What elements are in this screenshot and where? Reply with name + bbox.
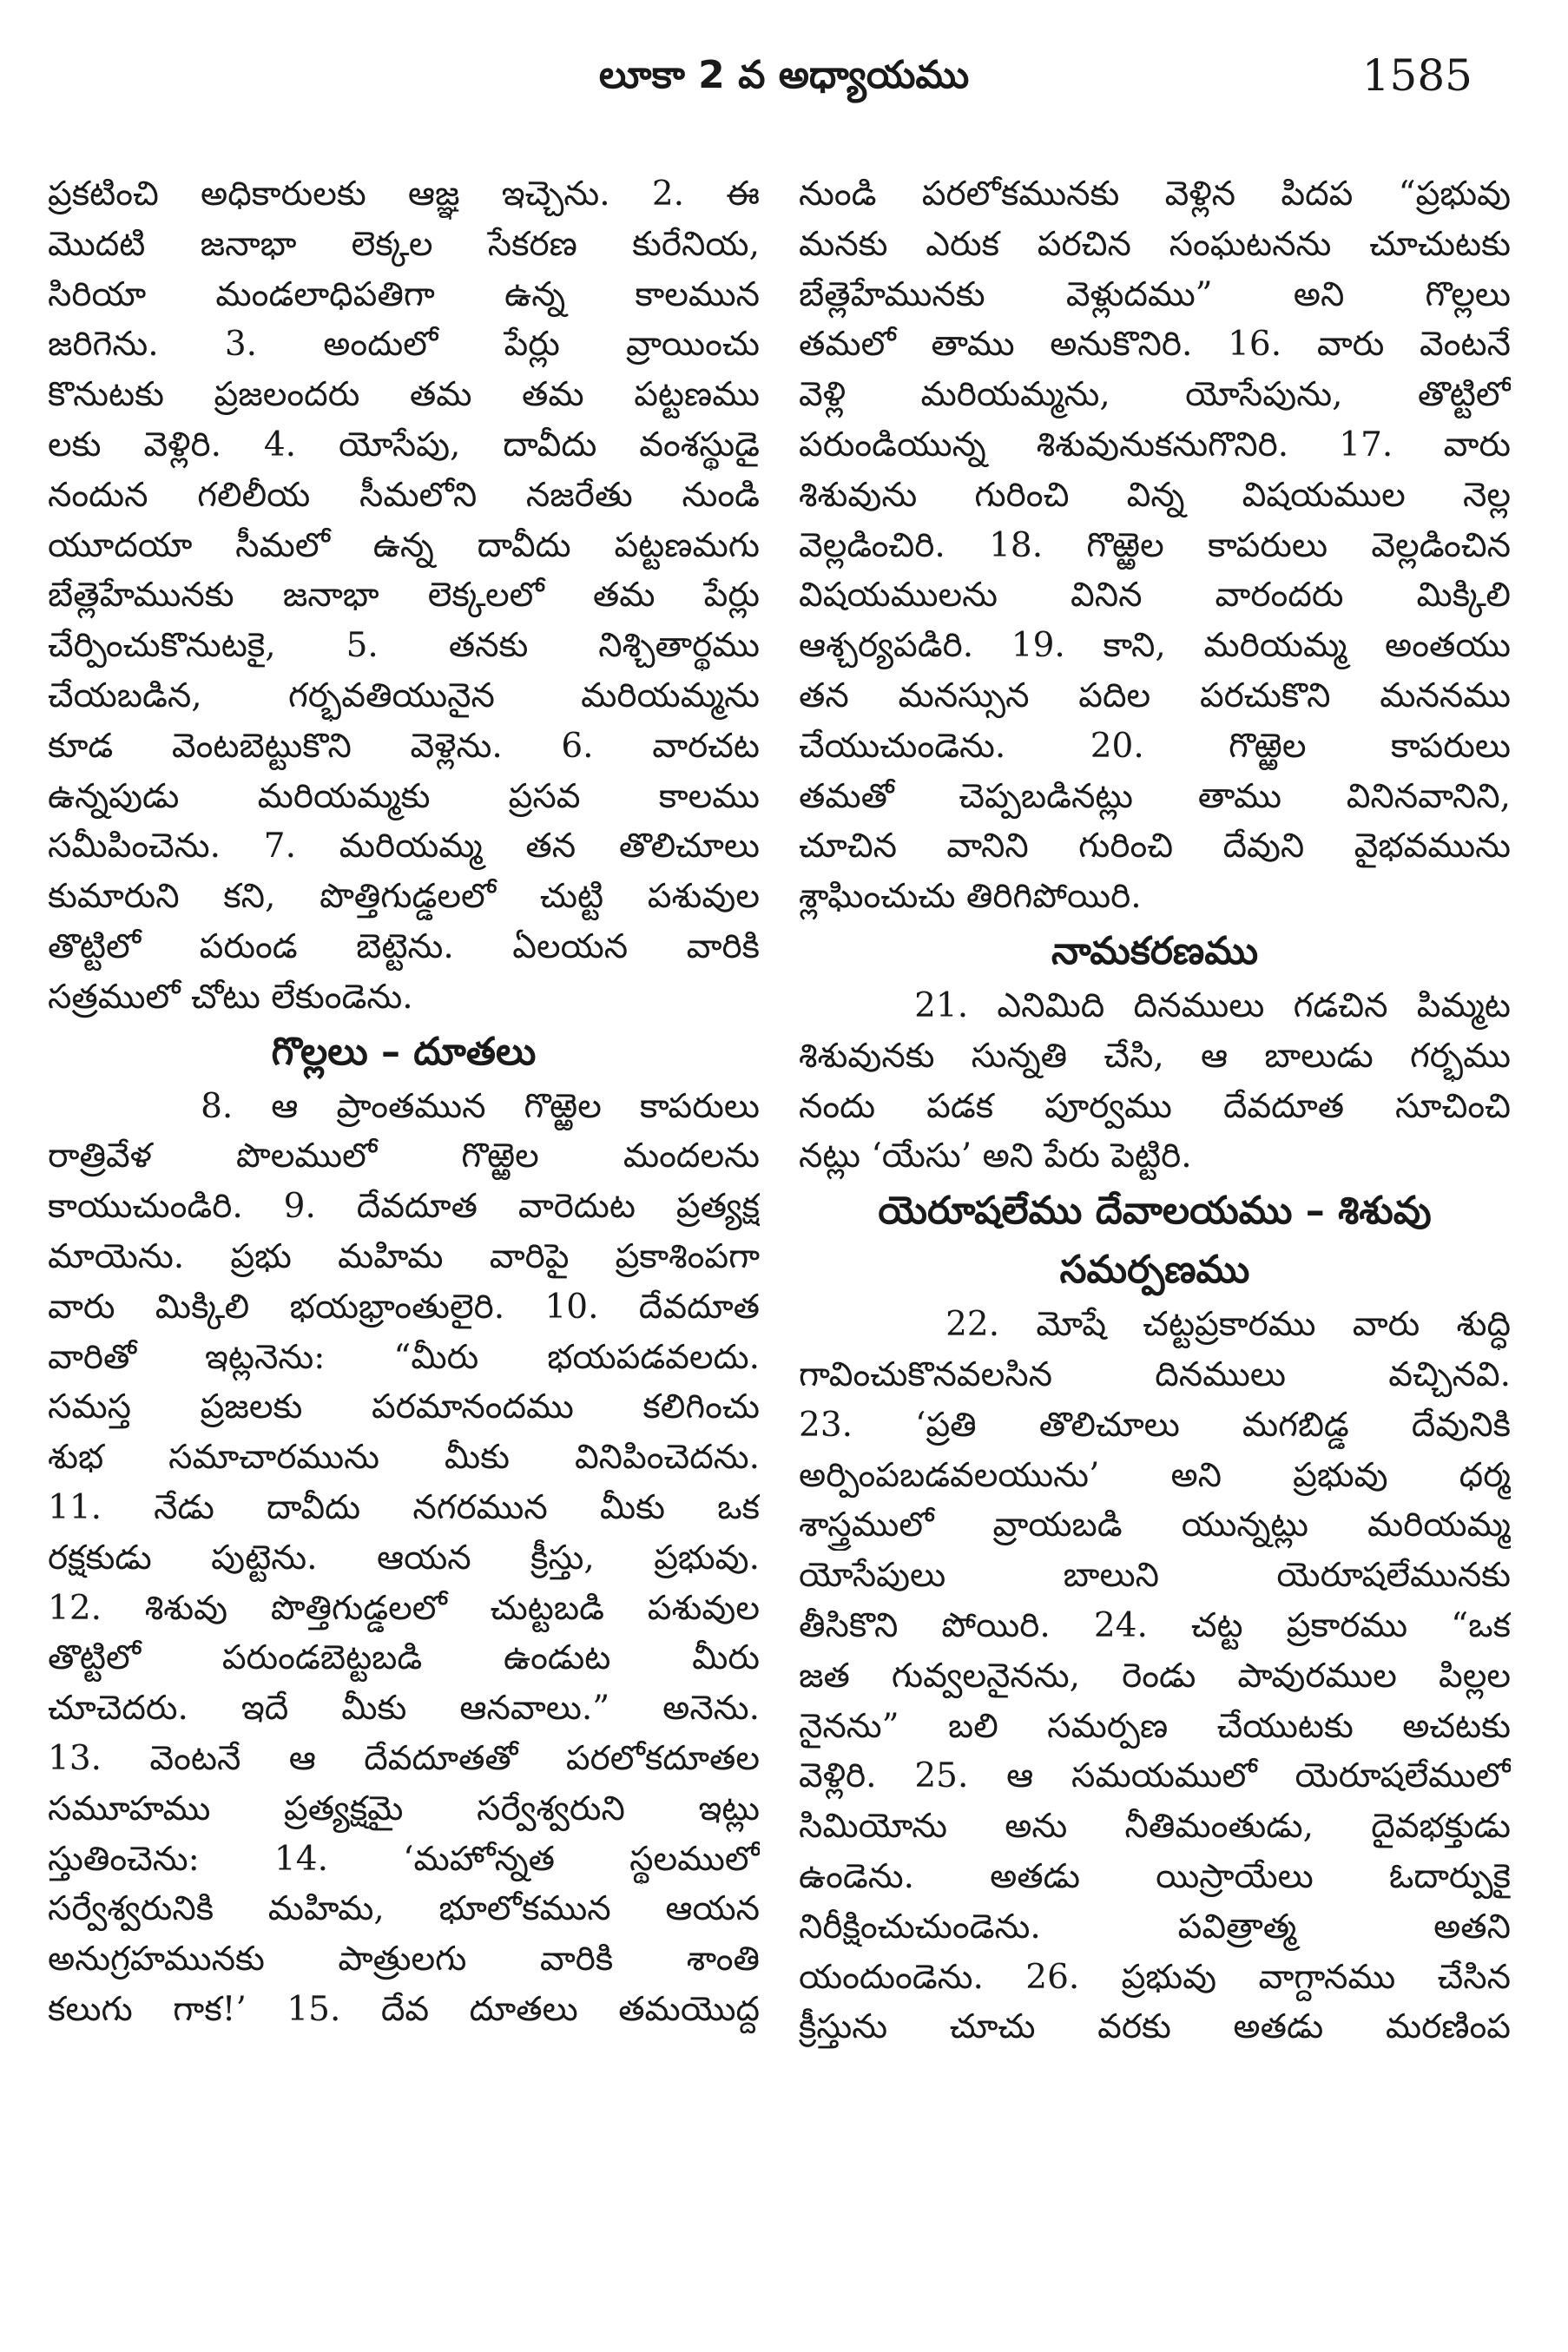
text-line: శాస్త్రములో వ్రాయబడి యున్నట్లు మరియమ్మ — [799, 1505, 1511, 1545]
text-line: మాయెను. ప్రభు మహిమ వారిపై ప్రకాశింపగా — [48, 1236, 760, 1276]
text-line: నైనను” బలి సమర్పణ చేయుటకు అచటకు — [799, 1706, 1511, 1746]
paragraph-block — [48, 169, 760, 1023]
text-line: ఉన్నపుడు మరియమ్మకు ప్రసవ కాలము — [48, 776, 760, 816]
text-line: చేయబడిన, గర్భవతియునైన మరియమ్మను — [48, 675, 760, 715]
text-line: జరిగెను. 3. అందులో పేర్లు వ్రాయించు — [48, 325, 760, 365]
text-line: సమూహము ప్రత్యక్షమై సర్వేశ్వరుని ఇట్లు — [48, 1789, 760, 1828]
text-line: తీసికొని పోయిరి. 24. చట్ట ప్రకారము “ఒక — [799, 1605, 1511, 1645]
text-line: వెళ్లిరి. 25. ఆ సమయములో యెరూషలేములో — [799, 1756, 1511, 1796]
paragraph-block — [799, 169, 1511, 922]
text-line: స్తుతించెను: 14. ‘మహోన్నత స్థలములో — [48, 1839, 760, 1879]
text-line: కాయుచుండిరి. 9. దేవదూత వారెదుట ప్రత్యక్ష — [48, 1187, 760, 1227]
text-line: కూడ వెంటబెట్టుకొని వెళ్లెను. 6. వారచట — [48, 726, 760, 766]
text-line: తొట్టిలో పరుండబెట్టబడి ఉండుట మీరు — [48, 1638, 760, 1678]
text-line: కలుగు గాక!’ 15. దేవ దూతలు తమయొద్ద — [48, 1989, 760, 2029]
text-line: కుమారుని కని, పొత్తిగుడ్డలలో చుట్టి పశువుల — [48, 877, 760, 917]
text-line: గావించుకొనవలసిన దినములు వచ్చినవి. — [799, 1354, 1511, 1394]
text-line: బేత్లెహేమునకు జనాభా లెక్కలలో తమ పేర్లు — [48, 576, 760, 616]
text-line: ఉండెను. అతడు యిస్రాయేలు ఓదార్పుకై — [799, 1856, 1511, 1896]
text-line: సిరియా మండలాధిపతిగా ఉన్న కాలమున — [48, 274, 760, 314]
text-line: శిశువునకు సున్నతి చేసి, ఆ బాలుడు గర్భము — [799, 1036, 1511, 1076]
text-line: పరుండియున్న శిశువునుకనుగొనిరి. 17. వారు — [799, 425, 1511, 464]
section-heading-continued: సమర్పణము — [1059, 1248, 1250, 1293]
text-line: శ్లాఘించుచు తిరిగిపోయిరి. — [799, 877, 1142, 917]
text-line: నందు పడక పూర్వము దేవదూత సూచించి — [799, 1086, 1511, 1126]
text-line: నుండి పరలోకమునకు వెళ్లిన పిదప “ప్రభువు — [799, 175, 1511, 214]
text-line: కొనుటకు ప్రజలందరు తమ తమ పట్టణము — [48, 375, 760, 415]
text-line: 22. మోషే చట్టప్రకారము వారు శుద్ధి — [799, 1305, 1511, 1345]
text-line: వారితో ఇట్లనెను: “మీరు భయపడవలదు. — [48, 1337, 760, 1377]
text-line: 13. వెంటనే ఆ దేవదూతతో పరలోకదూతల — [48, 1738, 760, 1778]
left-column — [48, 169, 760, 2035]
text-line: యందుండెను. 26. ప్రభువు వాగ్దానము చేసిన — [799, 1957, 1511, 1997]
text-line: అర్పింపబడవలయును’ అని ప్రభువు ధర్మ — [799, 1455, 1511, 1495]
text-line: సమీపించెను. 7. మరియమ్మ తన తొలిచూలు — [48, 827, 760, 866]
text-line: చూచెదరు. ఇదే మీకు ఆనవాలు.” అనెను. — [48, 1689, 760, 1729]
text-line: 23. ‘ప్రతి తొలిచూలు మగబిడ్డ దేవునికి — [799, 1405, 1511, 1445]
text-line: వారు మిక్కిలి భయభ్రాంతులైరి. 10. దేవదూత — [48, 1287, 760, 1327]
text-line: వెల్లడించిరి. 18. గొఱ్ఱెల కాపరులు వెల్లడించిన — [799, 525, 1511, 565]
text-line: క్రీస్తును చూచు వరకు అతడు మరణింప — [799, 2007, 1511, 2047]
text-line: నందున గలిలీయ సీమలోని నజరేతు నుండి — [48, 475, 760, 515]
text-line: సర్వేశ్వరునికి మహిమ, భూలోకమున ఆయన — [48, 1889, 760, 1929]
text-line: మనకు ఎరుక పరచిన సంఘటనను చూచుటకు — [799, 224, 1511, 264]
text-line: 8. ఆ ప్రాంతమున గొఱ్ఱెల కాపరులు — [48, 1086, 760, 1126]
text-line: సిమియోను అను నీతిమంతుడు, దైవభక్తుడు — [799, 1807, 1511, 1847]
section-heading: నామకరణము — [1051, 928, 1259, 973]
text-line: చూచిన వానిని గురించి దేవుని వైభవమును — [799, 827, 1511, 866]
text-line: చేయుచుండెను. 20. గొఱ్ఱెల కాపరులు — [799, 726, 1511, 766]
text-line: తన మనస్సున పదిల పరచుకొని మననము — [799, 675, 1511, 715]
text-line: తమతో చెప్పబడినట్లు తాము వినినవానిని, — [799, 776, 1511, 816]
paragraph-block — [48, 1082, 760, 2035]
text-line: అనుగ్రహమునకు పాత్రులగు వారికి శాంతి — [48, 1940, 760, 1980]
text-line: శిశువును గురించి విన్న విషయముల నెల్ల — [799, 475, 1511, 515]
text-line: యూదయా సీమలో ఉన్న దావీదు పట్టణమగు — [48, 525, 760, 565]
text-line: చేర్పించుకొనుటకై, 5. తనకు నిశ్చితార్థము — [48, 626, 760, 666]
paragraph-block — [799, 1300, 1511, 2052]
text-line: వెళ్లి మరియమ్మను, యోసేపును, తొట్టిలో — [799, 375, 1511, 415]
text-line: నిరీక్షించుచుండెను. పవిత్రాత్మ అతని — [799, 1907, 1511, 1947]
page-number: 1585 — [1361, 50, 1472, 101]
page-header — [0, 45, 1568, 106]
text-line: జత గువ్వలనైనను, రెండు పావురముల పిల్లల — [799, 1656, 1511, 1696]
text-line: విషయములను వినిన వారందరు మిక్కిలి — [799, 576, 1511, 616]
section-heading: గొల్లలు – దూతలు — [271, 1029, 537, 1074]
right-column — [799, 169, 1511, 2052]
text-line: యోసేపులు బాలుని యెరూషలేమునకు — [799, 1556, 1511, 1596]
text-line: సత్రములో చోటు లేకుండెను. — [48, 977, 413, 1017]
text-line: 21. ఎనిమిది దినములు గడచిన పిమ్మట — [799, 985, 1511, 1025]
section-heading: యెరూషలేము దేవాలయము – శిశువు — [878, 1189, 1432, 1234]
text-line: ఆశ్చర్యపడిరి. 19. కాని, మరియమ్మ అంతయు — [799, 626, 1511, 666]
text-line: మొదటి జనాభా లెక్కల సేకరణ కురేనియ, — [48, 224, 760, 264]
text-line: నట్లు ‘యేసు’ అని పేరు పెట్టిరి. — [799, 1136, 1192, 1176]
text-line: తమలో తాము అనుకొనిరి. 16. వారు వెంటనే — [799, 325, 1511, 365]
text-line: ప్రకటించి అధికారులకు ఆజ్ఞ ఇచ్చెను. 2. ఈ — [48, 175, 760, 214]
text-line: రాత్రివేళ పొలములో గొఱ్ఱెల మందలను — [48, 1136, 760, 1176]
paragraph-block — [799, 981, 1511, 1182]
text-line: తొట్టిలో పరుండ బెట్టెను. ఏలయన వారికి — [48, 926, 760, 966]
text-line: 12. శిశువు పొత్తిగుడ్డలలో చుట్టబడి పశువుల — [48, 1588, 760, 1628]
text-line: 11. నేడు దావీదు నగరమున మీకు ఒక — [48, 1487, 760, 1527]
text-line: రక్షకుడు పుట్టెను. ఆయన క్రీస్తు, ప్రభువు. — [48, 1538, 760, 1578]
running-title: లూకా 2 వ అధ్యాయము — [598, 53, 970, 97]
text-line: లకు వెళ్లిరి. 4. యోసేపు, దావీదు వంశస్థుడై — [48, 425, 760, 464]
text-line: సమస్త ప్రజలకు పరమానందము కలిగించు — [48, 1387, 760, 1427]
text-line: బేత్లెహేమునకు వెళ్లుదము” అని గొల్లలు — [799, 274, 1511, 314]
text-line: శుభ సమాచారమును మీకు వినిపించెదను. — [48, 1438, 760, 1478]
